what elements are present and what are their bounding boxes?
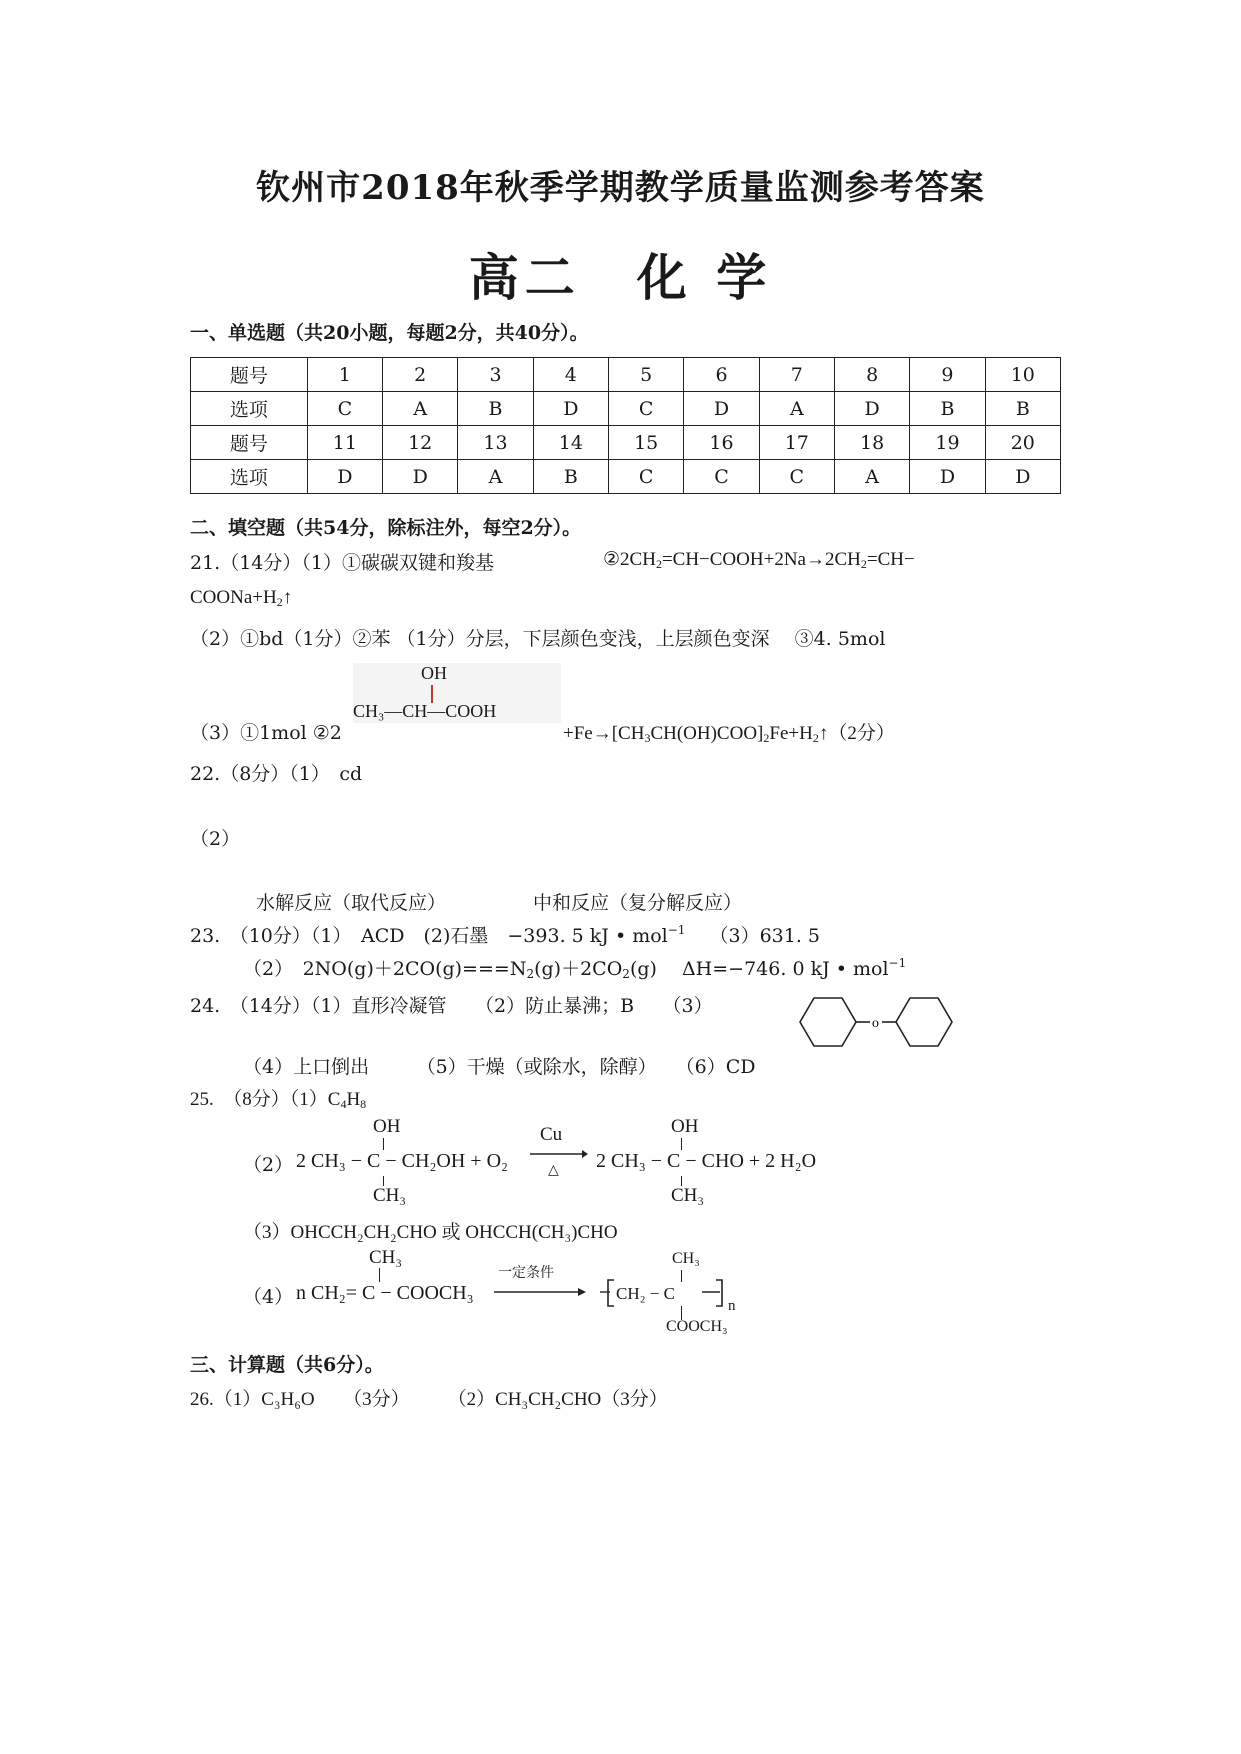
table-row [191, 460, 1061, 494]
table-cell: 16 [684, 426, 759, 460]
eq-part: 25. （8分）（1）C [190, 1089, 341, 1110]
q23-line1 [190, 921, 820, 948]
table-cell: 2 [383, 358, 458, 392]
arrow-icon [494, 1286, 586, 1298]
catalyst-label: Cu [540, 1124, 563, 1145]
table-cell: 3 [458, 358, 533, 392]
lactic-formula: CH₃—CH—COOH [353, 701, 497, 721]
table-cell: C [609, 392, 684, 426]
table-cell: 20 [985, 426, 1060, 460]
table-cell: 13 [458, 426, 533, 460]
ch3-label: CH₃ [672, 1250, 700, 1267]
arrow-icon [530, 1148, 588, 1160]
monomer-formula: n CH₂= C − COOCH₃ [296, 1282, 474, 1304]
table-cell: B [458, 392, 533, 426]
row-label: 选项 [191, 460, 308, 494]
q21-eq1: $②2CH_2=CH-COOH+2Na\to 2CH_2=CH-$ [603, 549, 915, 571]
table-cell: C [609, 460, 684, 494]
table-cell: 5 [609, 358, 684, 392]
table-cell: 18 [834, 426, 909, 460]
oh-label: OH [373, 1116, 401, 1137]
q22-line1: 22.（8分）（1） cd [190, 763, 363, 785]
q25-part2-label: （2） [243, 1154, 294, 1176]
table-cell: B [533, 460, 608, 494]
section1-heading: 一、单选题（共20小题，每题2分，共40分）。 [190, 322, 589, 344]
eq-part: (g) ΔH=−746. 0 kJ • mol [629, 958, 889, 980]
q25-line1 [190, 1084, 366, 1111]
eq-right: 2 CH₃ − C − CHO + 2 H₂O [596, 1150, 817, 1172]
q25-part4-label: （4） [243, 1286, 294, 1308]
eq-part: +Fe→[CH [563, 723, 645, 744]
ch3-label: CH₃ [373, 1185, 407, 1206]
table-cell: D [307, 460, 382, 494]
table-row [191, 358, 1061, 392]
bond-line [383, 1138, 384, 1150]
table-cell: 7 [759, 358, 834, 392]
table-cell: 4 [533, 358, 608, 392]
q21-part2: （2）①bd（1分）②苯 （1分）分层，下层颜色变浅，上层颜色变深 ③4. 5mol [190, 628, 886, 650]
q22-reaction1: 水解反应（取代反应） [256, 892, 447, 914]
table-cell: 19 [910, 426, 985, 460]
superscript: −1 [667, 923, 686, 937]
table-cell: 10 [985, 358, 1060, 392]
q21-part3b: $+Fe\to[CH_3CH(OH)COO]_2Fe+H_2↑(2$分） [563, 723, 895, 745]
section2-heading: 二、填空题（共54分，除标注外，每空2分）。 [190, 517, 582, 539]
q23-line2: （2） $2NO(g)+2CO(g)===N_2(g)+2CO_2(g)$ ΔH=−746. 0 kJ • mol$^{-1}$ [243, 956, 907, 981]
eq-part: 23. （10分）（1） ACD (2)石墨 −393. 5 kJ • mol [190, 925, 668, 947]
ch3-label: CH₃ [369, 1247, 403, 1268]
table-cell: A [834, 460, 909, 494]
eq-part: =CH−COOH+2Na→2CH [661, 549, 861, 570]
subscript: 4 [340, 1097, 347, 1111]
ch3-label: CH₃ [671, 1185, 705, 1206]
eq-part: ②2CH [603, 549, 656, 570]
table-cell: D [383, 460, 458, 494]
table-cell: 14 [533, 426, 608, 460]
table-cell: D [985, 460, 1060, 494]
cooch3-label: COOCH₃ [666, 1318, 728, 1335]
cyclohexane-ring-right [896, 998, 952, 1046]
table-row [191, 392, 1061, 426]
table-cell: C [307, 392, 382, 426]
table-cell: 11 [307, 426, 382, 460]
superscript: −1 [888, 956, 907, 970]
table-cell: 6 [684, 358, 759, 392]
eq-part: ↑ [282, 587, 293, 608]
oh-label: OH [421, 663, 447, 683]
table-row [191, 426, 1061, 460]
cyclohexane-ring-left [800, 998, 856, 1046]
polymer-formula: CH₂ − C [616, 1284, 675, 1303]
table-cell: C [759, 460, 834, 494]
bond-line [379, 1268, 380, 1282]
lactic-acid-structure [353, 663, 561, 723]
eq-part: CH(OH)COO] [650, 723, 764, 744]
eq-part: （2） 2NO(g)＋2CO(g)===N [243, 958, 527, 980]
subject-title: 高二 化 学 [468, 248, 773, 307]
heat-label: △ [548, 1163, 559, 1178]
q26-line: 26.（1）C₃H₆O （3分） （2）CH₃CH₂CHO（3分） [190, 1389, 668, 1410]
table-cell: D [684, 392, 759, 426]
table-cell: 15 [609, 426, 684, 460]
eq-part: =CH− [866, 549, 915, 570]
q24-line2: （4）上口倒出 （5）干燥（或除水，除醇） （6）CD [243, 1056, 756, 1078]
polymer-n: n [728, 1298, 736, 1314]
table-cell: A [383, 392, 458, 426]
table-cell: D [533, 392, 608, 426]
eq-part: （3）631. 5 [709, 925, 821, 947]
table-cell: 12 [383, 426, 458, 460]
bond-line [681, 1138, 682, 1150]
section3-heading: 三、计算题（共6分）。 [190, 1354, 384, 1376]
row-label: 题号 [191, 358, 308, 392]
table-cell: B [910, 392, 985, 426]
eq-part: Fe+H [769, 723, 813, 744]
table-cell: B [985, 392, 1060, 426]
row-label: 题号 [191, 426, 308, 460]
table-cell: 1 [307, 358, 382, 392]
q22-reaction2: 中和反应（复分解反应） [533, 892, 743, 914]
q21-head: 21.（14分）（1）①碳碳双键和羧基 [190, 552, 494, 574]
dicyclohexyl-ether-structure [790, 992, 970, 1052]
q21-part3a: （3）①1mol ②2 [190, 722, 342, 744]
oh-label: OH [671, 1116, 699, 1137]
answer-table [190, 357, 1061, 494]
q21-line1 [190, 548, 494, 575]
table-cell: D [834, 392, 909, 426]
oxygen-atom: o [872, 1016, 879, 1031]
q24-line1: 24. （14分）（1）直形冷凝管 （2）防止暴沸；B （3） [190, 995, 713, 1017]
table-cell: C [684, 460, 759, 494]
eq-part: H [346, 1089, 361, 1110]
eq-left: 2 CH₃ − C − CH₂OH + O₂ [296, 1150, 508, 1172]
page-title: 钦州市2018年秋季学期教学质量监测参考答案 [256, 168, 985, 208]
q25-part3: （3）OHCCH₂CH₂CHO 或 OHCCH(CH₃)CHO [243, 1222, 618, 1243]
q22-part2: （2） [190, 828, 241, 850]
eq-part: COONa+H [190, 587, 277, 608]
table-cell: A [458, 460, 533, 494]
table-cell: 8 [834, 358, 909, 392]
condition-label: 一定条件 [498, 1265, 554, 1281]
row-label: 选项 [191, 392, 308, 426]
q21-line2: $COONa+H_2↑$ [190, 587, 293, 609]
table-cell: 9 [910, 358, 985, 392]
table-cell: 17 [759, 426, 834, 460]
table-cell: D [910, 460, 985, 494]
subscript: 8 [360, 1097, 367, 1111]
eq-part: ↑（2分） [818, 723, 895, 744]
table-cell: A [759, 392, 834, 426]
eq-part: (g)＋2CO [534, 958, 623, 980]
